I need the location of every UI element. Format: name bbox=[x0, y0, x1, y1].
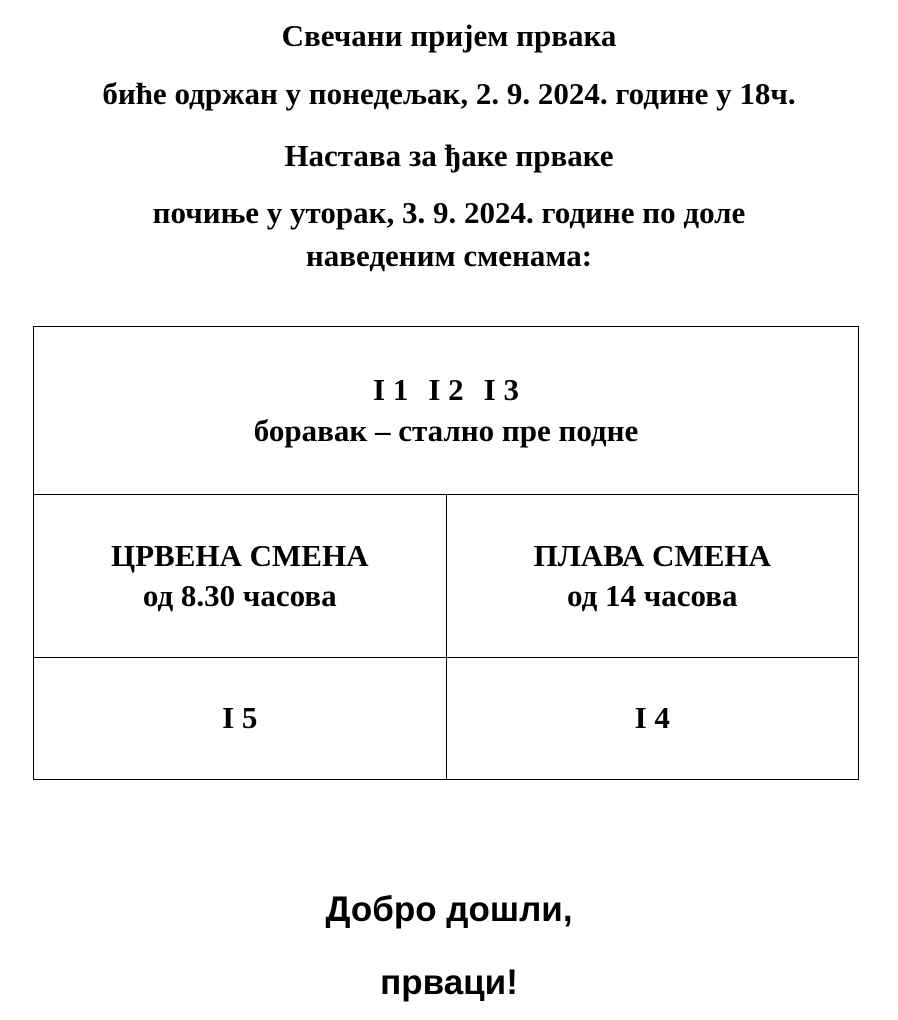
welcome-line-1: Добро дошли, bbox=[325, 890, 573, 929]
table-row bbox=[34, 495, 859, 658]
reception-title: Свечани пријем првака bbox=[281, 18, 617, 53]
red-shift-class: I 5 bbox=[34, 658, 447, 780]
classes-title: Настава за ђаке прваке bbox=[284, 138, 614, 173]
red-shift-name: ЦРВЕНА СМЕНА bbox=[111, 537, 369, 573]
class-label: I 3 bbox=[483, 372, 519, 408]
red-shift-time: од 8.30 часова bbox=[142, 578, 337, 613]
class-label: I 1 bbox=[373, 372, 409, 408]
blue-shift-time: од 14 часова bbox=[567, 578, 738, 613]
blue-shift-cell bbox=[446, 495, 859, 658]
welcome-line-2: прваци! bbox=[380, 963, 518, 1002]
classes-start-date: почиње у уторак, 3. 9. 2024. године по доле bbox=[152, 195, 746, 230]
shift-schedule-table bbox=[33, 326, 859, 780]
reception-date: биће одржан у понедељак, 2. 9. 2024. године у 18ч. bbox=[102, 76, 796, 111]
red-shift-cell bbox=[34, 495, 447, 658]
daycare-class-list bbox=[34, 370, 858, 410]
class-label: I 2 bbox=[428, 372, 464, 408]
blue-shift-name: ПЛАВА СМЕНА bbox=[533, 537, 771, 573]
daycare-classes-cell bbox=[34, 327, 859, 495]
daycare-note: боравак – стално пре подне bbox=[253, 412, 639, 448]
blue-shift-class: I 4 bbox=[446, 658, 859, 780]
table-row bbox=[34, 327, 859, 495]
classes-start-date-cont: наведеним сменама: bbox=[305, 238, 593, 273]
table-row bbox=[34, 658, 859, 780]
